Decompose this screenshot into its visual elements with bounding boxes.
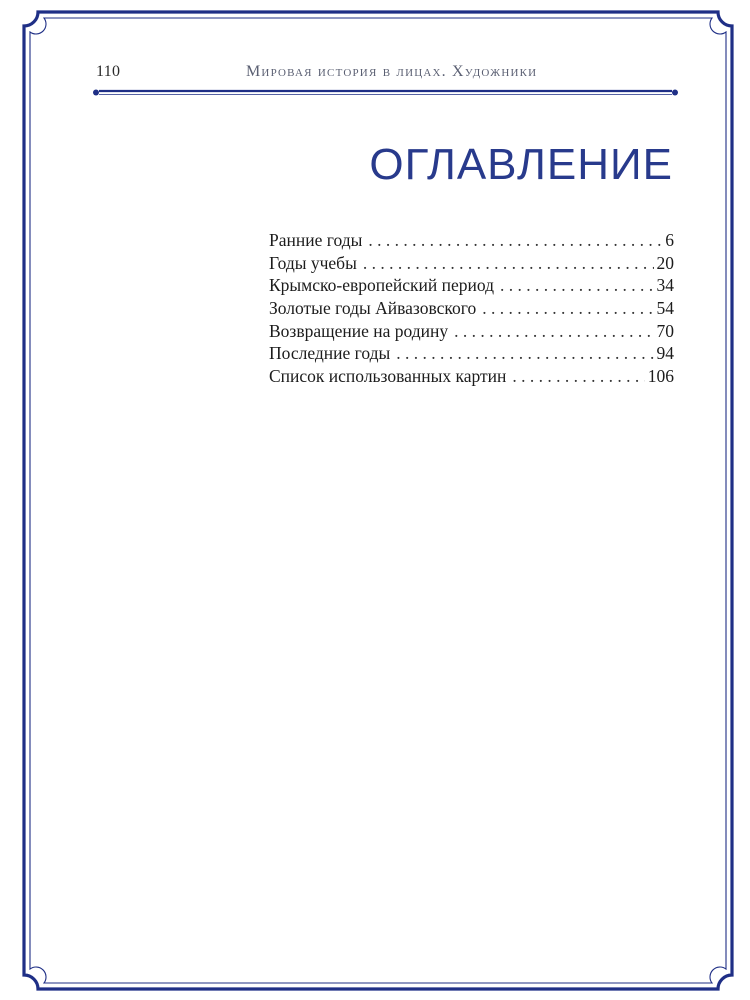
toc-entry-page: 54 <box>656 298 674 319</box>
dot-leader <box>512 365 644 388</box>
toc-entry[interactable] <box>269 274 674 297</box>
dot-leader <box>368 229 662 252</box>
toc-entry-title: Годы учебы <box>269 252 357 273</box>
toc-entry-page: 6 <box>665 230 674 250</box>
running-title: Мировая история в лицах. Художники <box>246 63 538 80</box>
toc-entry[interactable] <box>269 252 674 275</box>
dot-leader <box>482 297 653 320</box>
header-rule-dot-right <box>672 90 678 96</box>
toc-entry-page: 70 <box>656 320 674 341</box>
toc-entry-page: 20 <box>656 252 674 273</box>
dot-leader <box>363 252 654 275</box>
toc-entry-title: Последние годы <box>269 343 391 364</box>
toc-entry-title: Возвращение на родину <box>269 320 449 341</box>
page-number: 110 <box>96 63 121 80</box>
toc-entry-title: Ранние годы <box>269 230 363 250</box>
dot-leader <box>500 274 653 297</box>
dot-leader <box>396 342 653 365</box>
toc-entry[interactable] <box>269 320 674 343</box>
toc-entry-page: 94 <box>656 343 674 364</box>
contents-heading: ОГЛАВЛЕНИЕ <box>369 140 673 189</box>
toc-entry[interactable] <box>269 229 674 252</box>
toc-entry[interactable] <box>269 365 674 388</box>
toc-entry[interactable] <box>269 297 674 320</box>
toc-entry-title: Крымско-европейский период <box>269 275 495 296</box>
table-of-contents <box>269 229 674 388</box>
toc-entry-title: Золотые годы Айвазовского <box>269 298 477 319</box>
dot-leader <box>454 320 653 343</box>
toc-entry-page: 34 <box>656 275 674 296</box>
header-rule-dot-left <box>93 90 99 96</box>
toc-entry-title: Список использованных картин <box>269 366 507 387</box>
toc-entry[interactable] <box>269 342 674 365</box>
toc-entry-page: 106 <box>647 366 674 387</box>
